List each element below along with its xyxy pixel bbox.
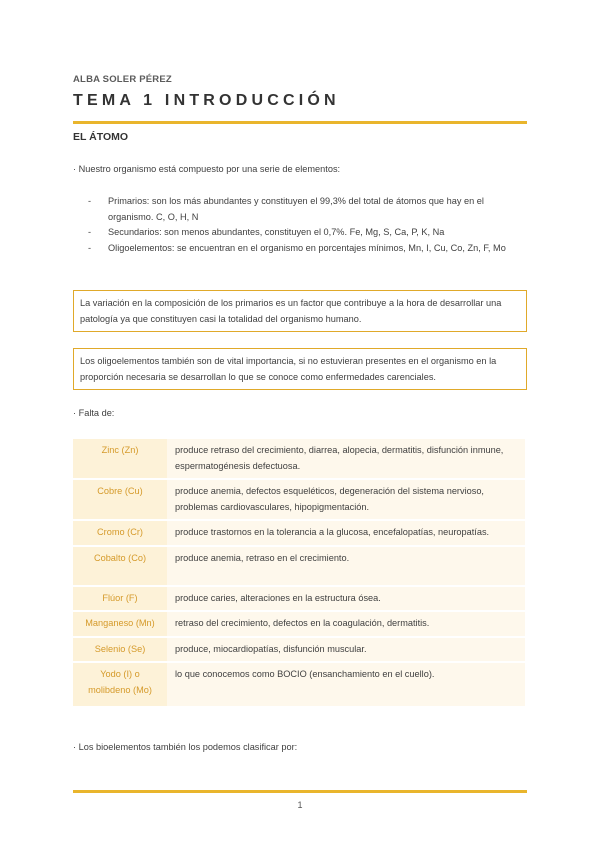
list-item-text: Primarios: son los más abundantes y constituyen el 99,3% del total de átomos que hay en el organismo. C, O, H, N xyxy=(108,196,484,222)
list-item xyxy=(88,194,528,225)
document-title: TEMA 1 INTRODUCCIÓN xyxy=(73,92,340,109)
table-row xyxy=(73,480,525,521)
note-box-primarios: La variación en la composición de los primarios es un factor que contribuye a la hora de desarrollar una patología ya que constituyen casi la totalidad del organismo humano. xyxy=(73,290,527,332)
author-name: ALBA SOLER PÉREZ xyxy=(73,74,172,85)
effect-cell: produce caries, alteraciones en la estructura ósea. xyxy=(167,587,525,613)
list-item xyxy=(88,241,528,257)
outro-paragraph: · Los bioelementos también los podemos clasificar por: xyxy=(73,742,298,752)
header-rule xyxy=(73,121,527,124)
element-cell: Manganeso (Mn) xyxy=(73,612,167,638)
element-list xyxy=(88,194,528,256)
effect-cell: produce retraso del crecimiento, diarrea, alopecia, dermatitis, disfunción inmune, espermatogénesis defectuosa. xyxy=(167,439,525,480)
falta-paragraph: · Falta de: xyxy=(73,408,115,418)
page-number: 1 xyxy=(297,800,303,810)
list-item-text: Secundarios: son menos abundantes, constituyen el 0,7%. Fe, Mg, S, Ca, P, K, Na xyxy=(108,227,445,237)
element-cell: Cobalto (Co) xyxy=(73,547,167,587)
list-dash: - xyxy=(88,196,92,206)
effect-cell: produce anemia, retraso en el crecimiento. xyxy=(167,547,525,587)
element-cell: Selenio (Se) xyxy=(73,638,167,664)
table-row xyxy=(73,612,525,638)
effect-cell: produce anemia, defectos esqueléticos, degeneración del sistema nervioso, problemas cardiovasculares, hipopigmentación. xyxy=(167,480,525,521)
list-dash: - xyxy=(88,227,92,237)
effect-cell: retraso del crecimiento, defectos en la coagulación, dermatitis. xyxy=(167,612,525,638)
deficiency-table xyxy=(73,439,525,706)
effect-cell: produce, miocardiopatías, disfunción muscular. xyxy=(167,638,525,664)
list-dash: - xyxy=(88,242,92,253)
effect-cell: lo que conocemos como BOCIO (ensanchamiento en el cuello). xyxy=(167,663,525,706)
element-cell: Flúor (F) xyxy=(73,587,167,613)
effect-cell: produce trastornos en la tolerancia a la glucosa, encefalopatías, neuropatías. xyxy=(167,521,525,547)
element-cell: Yodo (I) o molibdeno (Mo) xyxy=(73,663,167,706)
note-box-oligoelementos: Los oligoelementos también son de vital importancia, si no estuvieran presentes en el organismo en la proporción necesaria se desarrollan lo que se conoce como enfermedades carenciales. xyxy=(73,348,527,390)
table-row xyxy=(73,547,525,587)
intro-paragraph: · Nuestro organismo está compuesto por una serie de elementos: xyxy=(73,164,341,174)
element-cell: Cobre (Cu) xyxy=(73,480,167,521)
section-title: EL ÁTOMO xyxy=(73,131,129,143)
list-item xyxy=(88,225,528,241)
footer-rule xyxy=(73,790,527,793)
element-cell: Cromo (Cr) xyxy=(73,521,167,547)
table-row xyxy=(73,439,525,480)
element-cell: Zinc (Zn) xyxy=(73,439,167,480)
table-row xyxy=(73,663,525,706)
table-row xyxy=(73,521,525,547)
table-row xyxy=(73,587,525,613)
list-item-text: Oligoelementos: se encuentran en el organismo en porcentajes mínimos, Mn, I, Cu, Co, Zn, F, Mo xyxy=(108,242,506,253)
table-row xyxy=(73,638,525,664)
